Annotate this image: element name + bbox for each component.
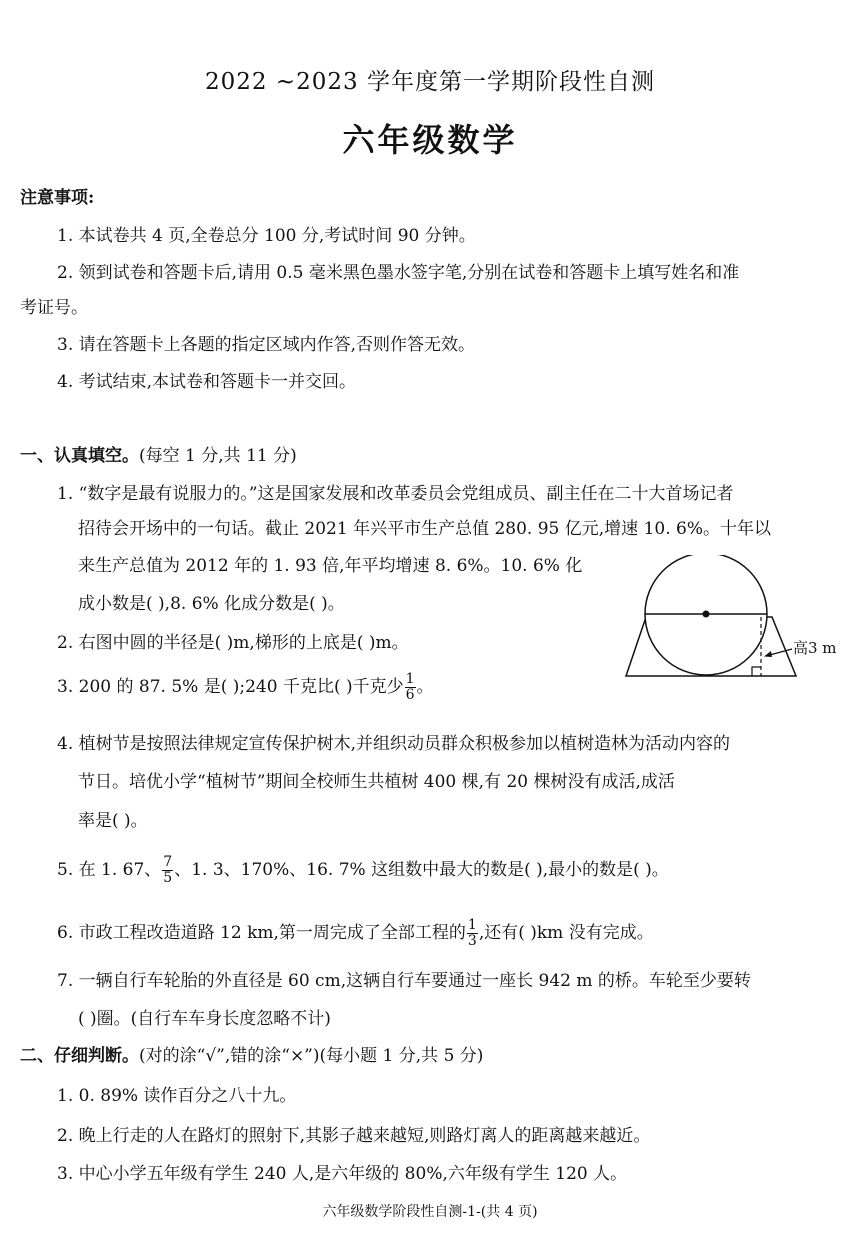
right-angle-mark bbox=[752, 667, 761, 676]
q5-frac-num: 7 bbox=[163, 854, 173, 870]
q6-text bbox=[57, 918, 654, 949]
q6-after: ,还有( )km 没有完成。 bbox=[478, 923, 654, 943]
q3-fraction bbox=[405, 672, 416, 703]
q3-frac-num: 1 bbox=[405, 671, 415, 687]
section2-note: (对的涂“√”,错的涂“×”)(每小题 1 分,共 5 分) bbox=[139, 1046, 484, 1066]
pointer-arrowhead bbox=[764, 651, 772, 657]
q6-fraction bbox=[467, 918, 478, 949]
section2-title: 二、仔细判断。 bbox=[20, 1046, 139, 1066]
q6-frac-num: 1 bbox=[467, 917, 477, 933]
q5-fraction bbox=[162, 855, 173, 886]
q4-line-2: 节日。培优小学“植树节”期间全校师生共植树 400 棵,有 20 棵树没有成活,成活 bbox=[78, 772, 675, 792]
section1-note: (每空 1 分,共 11 分) bbox=[139, 446, 297, 466]
q3-before: 3. 200 的 87. 5% 是( );240 千克比( )千克少 bbox=[57, 677, 404, 697]
q1-line-4: 成小数是( ),8. 6% 化成分数是( )。 bbox=[78, 594, 345, 614]
q3-text bbox=[57, 672, 434, 703]
q2-text: 2. 右图中圆的半径是( )m,梯形的上底是( )m。 bbox=[57, 633, 409, 653]
notice-item-2-cont: 考证号。 bbox=[20, 298, 88, 318]
q3-frac-den: 6 bbox=[405, 687, 415, 703]
q7-line-2: ( )圈。(自行车车身长度忽略不计) bbox=[78, 1009, 331, 1029]
judge-item-1: 1. 0. 89% 读作百分之八十九。 bbox=[57, 1086, 297, 1106]
q4-line-3: 率是( )。 bbox=[78, 811, 148, 831]
notice-item-2: 2. 领到试卷和答题卡后,请用 0.5 毫米黑色墨水签字笔,分别在试卷和答题卡上填写姓名和准 bbox=[57, 263, 740, 283]
q7-line-1: 7. 一辆自行车轮胎的外直径是 60 cm,这辆自行车要通过一座长 942 m 的桥。车轮至少要转 bbox=[57, 971, 751, 991]
q5-text bbox=[57, 855, 669, 886]
q3-after: 。 bbox=[416, 677, 434, 697]
height-label: 高3 m bbox=[793, 639, 837, 657]
subject-title: 六年级数学 bbox=[342, 121, 518, 159]
section1-heading bbox=[20, 444, 297, 468]
notice-item-4: 4. 考试结束,本试卷和答题卡一并交回。 bbox=[57, 372, 357, 392]
q1-line-3: 来生产总值为 2012 年的 1. 93 倍,年平均增速 8. 6%。10. 6% 化 bbox=[78, 556, 583, 576]
section1-title: 一、认真填空。 bbox=[20, 446, 139, 466]
circle-trapezoid-figure bbox=[622, 555, 844, 680]
section2-heading bbox=[20, 1044, 483, 1068]
notice-item-1: 1. 本试卷共 4 页,全卷总分 100 分,考试时间 90 分钟。 bbox=[57, 226, 476, 246]
q6-before: 6. 市政工程改造道路 12 km,第一周完成了全部工程的 bbox=[57, 923, 466, 943]
q4-line-1: 4. 植树节是按照法律规定宣传保护树木,并组织动员群众积极参加以植树造林为活动内容的 bbox=[57, 734, 731, 754]
q1-line-1: 1. “数字是最有说服力的。”这是国家发展和改革委员会党组成员、副主任在二十大首场记者 bbox=[57, 484, 734, 504]
page-footer: 六年级数学阶段性自测-1-(共 4 页) bbox=[322, 1204, 538, 1220]
center-dot bbox=[703, 611, 710, 618]
notice-heading: 注意事项: bbox=[20, 188, 95, 208]
judge-item-3: 3. 中心小学五年级有学生 240 人,是六年级的 80%,六年级有学生 120 人。 bbox=[57, 1164, 628, 1184]
q1-line-2: 招待会开场中的一句话。截止 2021 年兴平市生产总值 280. 95 亿元,增速 10. 6%。十年以 bbox=[78, 519, 771, 539]
judge-item-2: 2. 晚上行走的人在路灯的照射下,其影子越来越短,则路灯离人的距离越来越近。 bbox=[57, 1126, 651, 1146]
exam-title: 2022 ~2023 学年度第一学期阶段性自测 bbox=[205, 69, 655, 95]
q5-after: 、1. 3、170%、16. 7% 这组数中最大的数是( ),最小的数是( )。 bbox=[174, 860, 669, 880]
notice-item-3: 3. 请在答题卡上各题的指定区域内作答,否则作答无效。 bbox=[57, 335, 476, 355]
q5-before: 5. 在 1. 67、 bbox=[57, 860, 162, 880]
q5-frac-den: 5 bbox=[163, 870, 173, 886]
q6-frac-den: 3 bbox=[467, 933, 477, 949]
